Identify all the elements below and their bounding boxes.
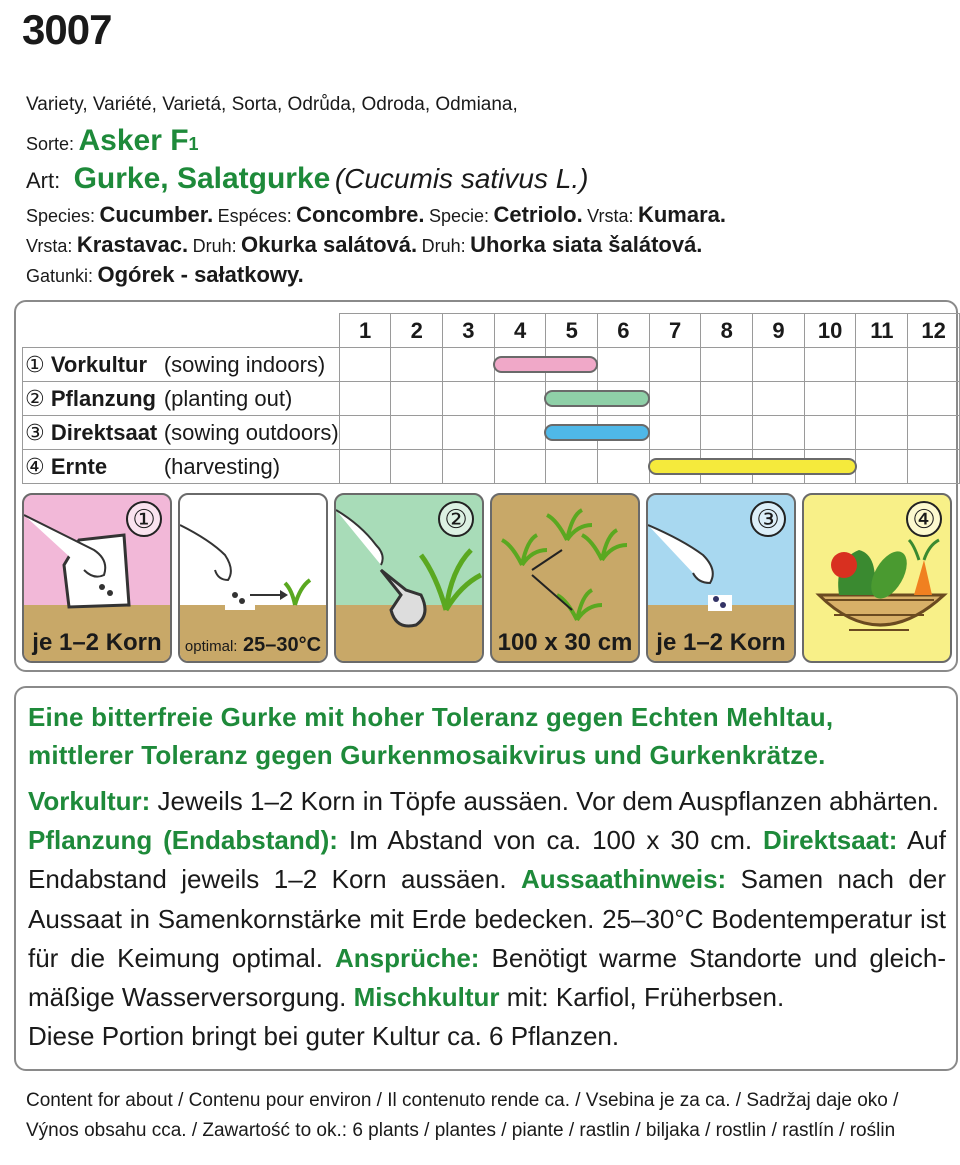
temperature-value: 25–30°C bbox=[243, 634, 322, 656]
month-cell bbox=[649, 416, 701, 450]
aussaat-label: Aussaathinweis: bbox=[521, 864, 727, 895]
month-header: 2 bbox=[391, 314, 443, 348]
period-bar bbox=[544, 390, 650, 407]
species-name: Kumara. bbox=[637, 202, 727, 227]
month-cell bbox=[856, 416, 908, 450]
month-cell bbox=[443, 450, 495, 484]
calendar-row bbox=[23, 450, 960, 484]
month-cell bbox=[908, 382, 960, 416]
month-cell bbox=[494, 348, 546, 382]
month-cell bbox=[443, 348, 495, 382]
calendar-corner bbox=[23, 314, 340, 348]
optimal-label: optimal: bbox=[184, 638, 238, 655]
variety-name-subscript: 1 bbox=[188, 134, 199, 154]
activity-name: Pflanzung bbox=[50, 385, 156, 411]
month-cell bbox=[908, 416, 960, 450]
species-label: Druh: bbox=[192, 236, 237, 256]
vorkultur-paragraph bbox=[28, 782, 946, 821]
month-cell bbox=[649, 348, 701, 382]
month-header: 7 bbox=[649, 314, 701, 348]
activity-label bbox=[23, 416, 340, 450]
species-line-2 bbox=[26, 232, 702, 258]
activity-label bbox=[23, 382, 340, 416]
period-bar bbox=[648, 458, 857, 475]
month-cell bbox=[546, 382, 598, 416]
activity-description: (sowing outdoors) bbox=[163, 419, 339, 445]
month-cell bbox=[804, 382, 856, 416]
period-bar bbox=[493, 356, 599, 373]
month-cell bbox=[494, 382, 546, 416]
month-cell bbox=[546, 416, 598, 450]
tile-spacing bbox=[490, 493, 640, 663]
article-number: 3007 bbox=[22, 6, 112, 53]
month-cell bbox=[494, 450, 546, 484]
vorkultur-label: Vorkultur: bbox=[28, 786, 151, 816]
tile-caption-spacing: 100 x 30 cm bbox=[497, 629, 633, 656]
tile-sowing-outdoors bbox=[646, 493, 796, 663]
month-cell bbox=[494, 416, 546, 450]
month-cell bbox=[804, 416, 856, 450]
activity-number: ① bbox=[25, 351, 45, 377]
month-cell bbox=[701, 382, 753, 416]
art-row bbox=[26, 162, 588, 196]
species-label: Druh: bbox=[421, 236, 466, 256]
species-label: Specie: bbox=[428, 206, 490, 226]
month-cell bbox=[391, 348, 443, 382]
species-line-1 bbox=[26, 202, 726, 228]
calendar-row bbox=[23, 382, 960, 416]
tile-planting-out bbox=[334, 493, 484, 663]
month-cell bbox=[701, 416, 753, 450]
content-line-1: Content for about / Contenu pour environ / Il contenuto rende ca. / Vsebina je za ca. / Sadržaj daje oko / bbox=[26, 1090, 899, 1111]
species-name: Concombre. bbox=[296, 202, 425, 227]
activity-number: ③ bbox=[25, 419, 45, 445]
activity-name: Ernte bbox=[50, 453, 108, 479]
tile-number-2: ② bbox=[438, 501, 474, 537]
species-label: Gatunki: bbox=[26, 266, 94, 286]
art-label: Art: bbox=[26, 168, 61, 193]
activity-label bbox=[23, 348, 340, 382]
cultivation-paragraph bbox=[28, 821, 946, 1017]
ansprueche-label: Ansprüche: bbox=[335, 942, 480, 973]
tile-number-4: ④ bbox=[906, 501, 942, 537]
species-label: Vrsta: bbox=[587, 206, 634, 226]
activity-description: (planting out) bbox=[163, 385, 293, 411]
calendar-row bbox=[23, 416, 960, 450]
month-cell bbox=[753, 382, 805, 416]
portion-paragraph: Diese Portion bringt bei guter Kultur ca. 6 Pflanzen. bbox=[28, 1021, 620, 1052]
month-header: 1 bbox=[339, 314, 391, 348]
month-cell bbox=[339, 450, 391, 484]
species-label: Espéces: bbox=[217, 206, 292, 226]
sowing-calendar bbox=[22, 313, 960, 484]
tile-caption-seeds-outdoor: je 1–2 Korn bbox=[656, 629, 786, 656]
species-name: Cucumber. bbox=[99, 202, 214, 227]
month-cell bbox=[753, 416, 805, 450]
month-cell bbox=[339, 416, 391, 450]
mischkultur-text: mit: Karfiol, Früherbsen. bbox=[499, 982, 785, 1013]
month-header: 8 bbox=[701, 314, 753, 348]
variety-name: Asker F bbox=[78, 124, 189, 157]
vorkultur-text: Jeweils 1–2 Korn in Töpfe aussäen. Vor dem Auspflanzen abhärten. bbox=[150, 786, 939, 816]
month-cell bbox=[804, 348, 856, 382]
month-cell bbox=[598, 348, 650, 382]
species-name: Uhorka siata šalátová. bbox=[470, 232, 703, 257]
month-cell bbox=[546, 450, 598, 484]
month-cell bbox=[701, 348, 753, 382]
month-cell bbox=[339, 382, 391, 416]
month-cell bbox=[856, 450, 908, 484]
activity-name: Vorkultur bbox=[50, 351, 148, 377]
calendar-row bbox=[23, 348, 960, 382]
cultivation-instructions bbox=[28, 782, 946, 1056]
activity-number: ④ bbox=[25, 453, 45, 479]
month-cell bbox=[649, 450, 701, 484]
month-cell bbox=[391, 416, 443, 450]
activity-number: ② bbox=[25, 385, 45, 411]
direktsaat-text: Auf Endabstand jeweils 1–2 Korn aussäen. bbox=[28, 825, 946, 895]
mischkultur-label: Mischkultur bbox=[353, 982, 500, 1013]
species-name: Krastavac. bbox=[76, 232, 189, 257]
activity-description: (sowing indoors) bbox=[163, 351, 326, 377]
art-name: Gurke, Salatgurke bbox=[73, 162, 331, 195]
month-header: 5 bbox=[546, 314, 598, 348]
month-header: 11 bbox=[856, 314, 908, 348]
month-cell bbox=[443, 416, 495, 450]
pflanzung-text: Im Abstand von ca. 100 x 30 cm. bbox=[337, 825, 764, 856]
tile-sowing-indoors bbox=[22, 493, 172, 663]
species-name: Cetriolo. bbox=[493, 202, 583, 227]
month-header: 6 bbox=[598, 314, 650, 348]
variety-row bbox=[26, 124, 199, 158]
species-name: Okurka salátová. bbox=[241, 232, 418, 257]
tile-number-3: ③ bbox=[750, 501, 786, 537]
species-name: Ogórek - sałatkowy. bbox=[97, 262, 304, 287]
species-label: Vrsta: bbox=[26, 236, 73, 256]
ansprueche-text: Benötigt warme Standorte und gleichmäßige Wasserversorgung. bbox=[28, 942, 946, 1013]
month-cell bbox=[443, 382, 495, 416]
month-cell bbox=[339, 348, 391, 382]
month-header: 9 bbox=[753, 314, 805, 348]
sorte-label: Sorte: bbox=[26, 134, 75, 154]
month-cell bbox=[856, 348, 908, 382]
month-cell bbox=[391, 382, 443, 416]
month-header: 12 bbox=[908, 314, 960, 348]
month-header: 3 bbox=[443, 314, 495, 348]
direktsaat-label: Direktsaat: bbox=[763, 825, 898, 856]
month-cell bbox=[753, 348, 805, 382]
month-cell bbox=[856, 382, 908, 416]
species-label: Species: bbox=[26, 206, 96, 226]
tile-germination bbox=[178, 493, 328, 663]
month-cell bbox=[908, 450, 960, 484]
variety-line: Variety, Variété, Varietá, Sorta, Odrůda, Odroda, Odmiana, bbox=[26, 94, 518, 115]
variety-headline: Eine bitterfreie Gurke mit hoher Toleranz gegen Echten Mehltau, mittlerer Toleranz gegen Gurkenmosaikvirus und Gurkenkrätze. bbox=[28, 702, 834, 770]
month-header: 4 bbox=[494, 314, 546, 348]
latin-name: (Cucumis sativus L.) bbox=[334, 163, 589, 194]
month-cell bbox=[908, 348, 960, 382]
species-line-3 bbox=[26, 262, 304, 288]
tile-caption-temperature bbox=[180, 634, 326, 657]
activity-description: (harvesting) bbox=[163, 453, 281, 479]
month-cell bbox=[649, 382, 701, 416]
month-cell bbox=[391, 450, 443, 484]
tile-number-1: ① bbox=[126, 501, 162, 537]
aussaat-text: Samen nach der Aussaat in Samenkornstärke mit Erde bedecken. 25–30°C Bodentemperatur ist für die Keimung optimal. bbox=[28, 864, 946, 973]
tile-caption-seeds: je 1–2 Korn bbox=[32, 629, 162, 656]
month-cell bbox=[598, 450, 650, 484]
tile-harvest bbox=[802, 493, 952, 663]
content-line-2: Výnos obsahu cca. / Zawartość to ok.: 6 plants / plantes / piante / rastlin / biljaka / rostlin / rastlín / roślin bbox=[26, 1120, 896, 1141]
month-header: 10 bbox=[804, 314, 856, 348]
pflanzung-label: Pflanzung (Endabstand): bbox=[28, 825, 338, 856]
period-bar bbox=[544, 424, 650, 441]
activity-label bbox=[23, 450, 340, 484]
activity-name: Direktsaat bbox=[50, 419, 158, 445]
